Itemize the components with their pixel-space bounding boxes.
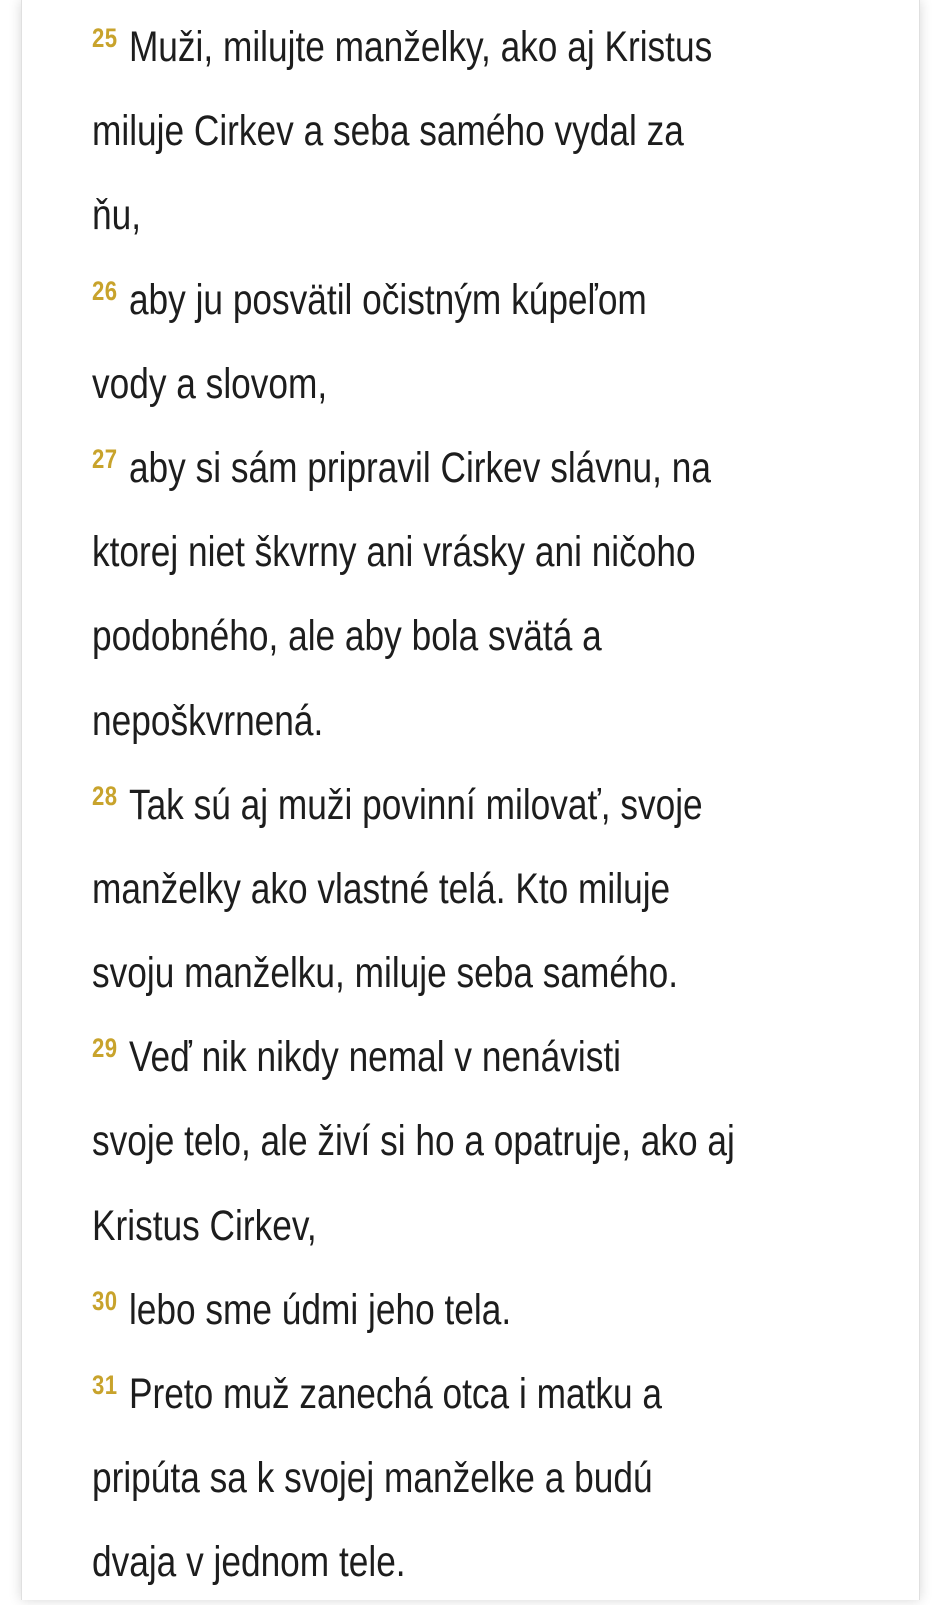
verse-text: pripúta sa k svojej manželke a budú xyxy=(92,1454,653,1503)
verse-number: 29 xyxy=(92,1033,118,1064)
verse-text: Kristus Cirkev, xyxy=(92,1201,317,1250)
verse-line-text xyxy=(92,5,712,94)
verse-text: aby si sám pripravil Cirkev slávnu, na xyxy=(128,443,711,492)
verse-text: nepoškvrnená. xyxy=(92,696,324,745)
verse-line xyxy=(92,342,899,426)
verse-line-text xyxy=(92,1352,662,1441)
verse-number: 30 xyxy=(92,1285,118,1316)
verse-text: Muži, milujte manželky, ako aj Kristus xyxy=(128,23,713,71)
verse-text: Preto muž zanechá otca i matku a xyxy=(128,1370,663,1418)
verse-text: ktorej niet škvrny ani vrásky ani ničoho xyxy=(92,528,696,577)
verse-number: 31 xyxy=(92,1370,118,1400)
verse-number: 27 xyxy=(92,443,118,474)
verse-line-text xyxy=(92,931,678,1015)
verse-line-text xyxy=(92,426,711,515)
verse-line-text xyxy=(92,258,647,347)
verse-text-container xyxy=(92,5,899,1605)
verse-text: ňu, xyxy=(92,191,142,240)
verse-line-text xyxy=(92,763,703,852)
verse-line-text xyxy=(92,679,323,763)
verse-text: svoje telo, ale živí si ho a opatruje, ako aj xyxy=(92,1117,735,1166)
verse-line xyxy=(92,1268,899,1352)
verse-text: miluje Cirkev a seba samého vydal za xyxy=(92,107,684,156)
verse-number: 26 xyxy=(92,275,118,306)
verse-text: svoju manželku, miluje seba samého. xyxy=(92,949,678,998)
verse-line-text xyxy=(92,1436,653,1520)
verse-line xyxy=(92,763,899,847)
verse-line-text xyxy=(92,1520,406,1604)
verse-line xyxy=(92,89,899,173)
verse-line xyxy=(92,679,899,763)
verse-number: 25 xyxy=(92,23,118,53)
verse-line-text xyxy=(92,1184,317,1268)
verse-line xyxy=(92,1352,899,1436)
verse-line-text xyxy=(92,510,696,594)
verse-line-text xyxy=(92,847,670,931)
verse-line-text xyxy=(92,1099,735,1183)
verse-line-text xyxy=(92,342,327,426)
verse-line xyxy=(92,1184,899,1268)
verse-line-text xyxy=(92,1268,511,1357)
verse-text: Veď nik nikdy nemal v nenávisti xyxy=(128,1033,622,1082)
verse-line xyxy=(92,5,899,89)
verse-line xyxy=(92,1015,899,1099)
verse-text: podobného, ale aby bola svätá a xyxy=(92,612,602,661)
verse-line xyxy=(92,1520,899,1604)
verse-line xyxy=(92,1436,899,1520)
verse-line xyxy=(92,258,899,342)
verse-line-text xyxy=(92,173,141,257)
verse-text: manželky ako vlastné telá. Kto miluje xyxy=(92,864,671,913)
verse-line xyxy=(92,173,899,257)
verse-line-text xyxy=(92,89,684,173)
scripture-page xyxy=(21,0,920,1600)
verse-text: Tak sú aj muži povinní milovať, svoje xyxy=(128,780,703,829)
verse-text: lebo sme údmi jeho tela. xyxy=(128,1285,512,1334)
verse-line xyxy=(92,510,899,594)
verse-line xyxy=(92,426,899,510)
verse-line xyxy=(92,594,899,678)
verse-text: aby ju posvätil očistným kúpeľom xyxy=(128,275,647,324)
verse-line xyxy=(92,931,899,1015)
verse-line xyxy=(92,1099,899,1183)
verse-line-text xyxy=(92,1015,621,1104)
verse-text: vody a slovom, xyxy=(92,359,328,408)
verse-line-text xyxy=(92,594,602,678)
verse-number: 28 xyxy=(92,780,118,811)
verse-text: dvaja v jednom tele. xyxy=(92,1538,406,1587)
verse-line xyxy=(92,847,899,931)
